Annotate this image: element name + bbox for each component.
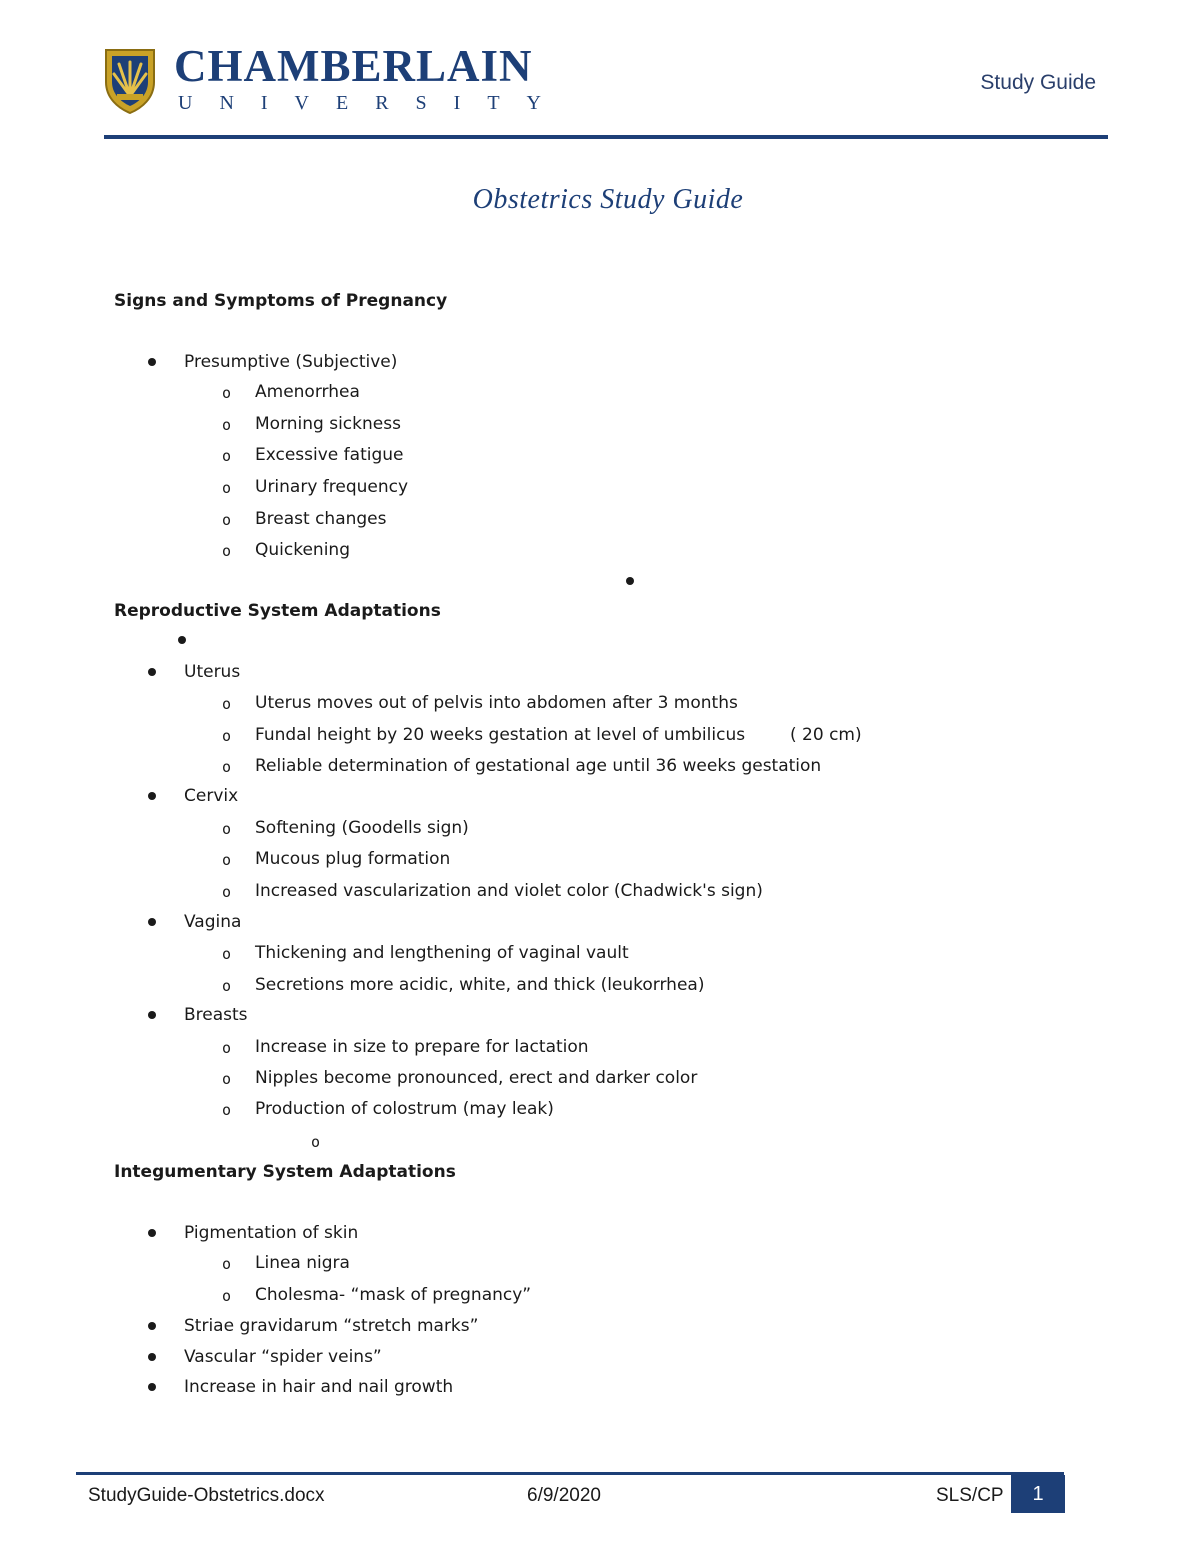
sub-bullet-icon: o bbox=[222, 511, 232, 529]
list-item: Urinary frequency bbox=[255, 477, 409, 497]
list-item: Increase in hair and nail growth bbox=[184, 1377, 454, 1397]
header-label: Study Guide bbox=[980, 71, 1096, 94]
bullet-icon bbox=[148, 668, 156, 676]
document-title: Obstetrics Study Guide bbox=[472, 184, 744, 215]
sub-bullet-icon: o bbox=[222, 479, 232, 497]
footer-initials: SLS/CP bbox=[936, 1485, 1004, 1506]
sub-bullet-icon: o bbox=[222, 1255, 232, 1273]
sub-bullet-icon: o bbox=[222, 384, 232, 402]
sub-bullet-icon: o bbox=[222, 416, 232, 434]
list-item: Fundal height by 20 weeks gestation at level of umbilicus bbox=[255, 725, 746, 745]
footer-filename: StudyGuide-Obstetrics.docx bbox=[88, 1485, 325, 1506]
list-item: Reliable determination of gestational age until 36 weeks gestation bbox=[255, 756, 822, 776]
list-item: Secretions more acidic, white, and thick (leukorrhea) bbox=[255, 975, 705, 995]
list-item: Thickening and lengthening of vaginal vault bbox=[255, 943, 629, 963]
section-heading-reproductive: Reproductive System Adaptations bbox=[114, 601, 441, 621]
list-item-presumptive: Presumptive (Subjective) bbox=[184, 352, 398, 372]
sub-bullet-icon: o bbox=[222, 945, 232, 963]
crest-shield-icon bbox=[104, 48, 156, 114]
section-heading-integumentary: Integumentary System Adaptations bbox=[114, 1162, 456, 1182]
bullet-icon bbox=[626, 577, 634, 585]
list-item-vagina: Vagina bbox=[184, 912, 242, 932]
bullet-icon bbox=[148, 1011, 156, 1019]
list-item: Uterus moves out of pelvis into abdomen after 3 months bbox=[255, 693, 738, 713]
header-divider bbox=[104, 135, 1108, 139]
page-number: 1 bbox=[1011, 1475, 1065, 1513]
bullet-icon bbox=[148, 1322, 156, 1330]
sub-bullet-icon: o bbox=[222, 695, 232, 713]
list-item: Vascular “spider veins” bbox=[184, 1347, 382, 1367]
list-item: Excessive fatigue bbox=[255, 445, 404, 465]
logo-subtitle: UNIVERSITY bbox=[178, 92, 568, 114]
list-item-pigmentation: Pigmentation of skin bbox=[184, 1223, 359, 1243]
list-item: Quickening bbox=[255, 540, 350, 560]
bullet-icon bbox=[148, 1229, 156, 1237]
sub-bullet-icon: o bbox=[222, 542, 232, 560]
footer-date: 6/9/2020 bbox=[527, 1485, 601, 1506]
sub-bullet-icon: o bbox=[222, 447, 232, 465]
bullet-icon bbox=[148, 918, 156, 926]
list-item: Morning sickness bbox=[255, 414, 401, 434]
list-item: Breast changes bbox=[255, 509, 387, 529]
sub-bullet-icon: o bbox=[222, 1101, 232, 1119]
list-item: Cholesma- “mask of pregnancy” bbox=[255, 1285, 532, 1305]
list-item: Mucous plug formation bbox=[255, 849, 451, 869]
list-item: Nipples become pronounced, erect and darker color bbox=[255, 1068, 698, 1088]
logo-wordmark: CHAMBERLAIN bbox=[174, 41, 533, 91]
list-item: Increased vascularization and violet color (Chadwick's sign) bbox=[255, 881, 763, 901]
list-item: Production of colostrum (may leak) bbox=[255, 1099, 554, 1119]
list-item: Striae gravidarum “stretch marks” bbox=[184, 1316, 479, 1336]
sub-bullet-icon: o bbox=[222, 758, 232, 776]
sub-bullet-icon: o bbox=[222, 820, 232, 838]
bullet-icon bbox=[148, 1353, 156, 1361]
bullet-icon bbox=[178, 636, 186, 644]
sub-bullet-icon: o bbox=[222, 883, 232, 901]
bullet-icon bbox=[148, 1383, 156, 1391]
section-heading-pregnancy: Signs and Symptoms of Pregnancy bbox=[114, 291, 448, 311]
bullet-icon bbox=[148, 792, 156, 800]
sub-bullet-icon: o bbox=[222, 1070, 232, 1088]
list-item: Linea nigra bbox=[255, 1253, 350, 1273]
sub-bullet-icon: o bbox=[222, 1039, 232, 1057]
footer-divider bbox=[76, 1472, 1064, 1475]
list-item: Softening (Goodells sign) bbox=[255, 818, 469, 838]
list-item-uterus: Uterus bbox=[184, 662, 241, 682]
sub-bullet-icon: o bbox=[222, 851, 232, 869]
list-item: Increase in size to prepare for lactation bbox=[255, 1037, 589, 1057]
sub-bullet-icon: o bbox=[222, 1287, 232, 1305]
list-item: Amenorrhea bbox=[255, 382, 360, 402]
sub-bullet-icon: o bbox=[222, 727, 232, 745]
sub-bullet-icon: o bbox=[222, 977, 232, 995]
list-item-cervix: Cervix bbox=[184, 786, 239, 806]
list-item-breasts: Breasts bbox=[184, 1005, 248, 1025]
bullet-icon bbox=[148, 358, 156, 366]
fundal-height-note: ( 20 cm) bbox=[790, 725, 862, 745]
sub-bullet-icon: o bbox=[311, 1133, 321, 1151]
